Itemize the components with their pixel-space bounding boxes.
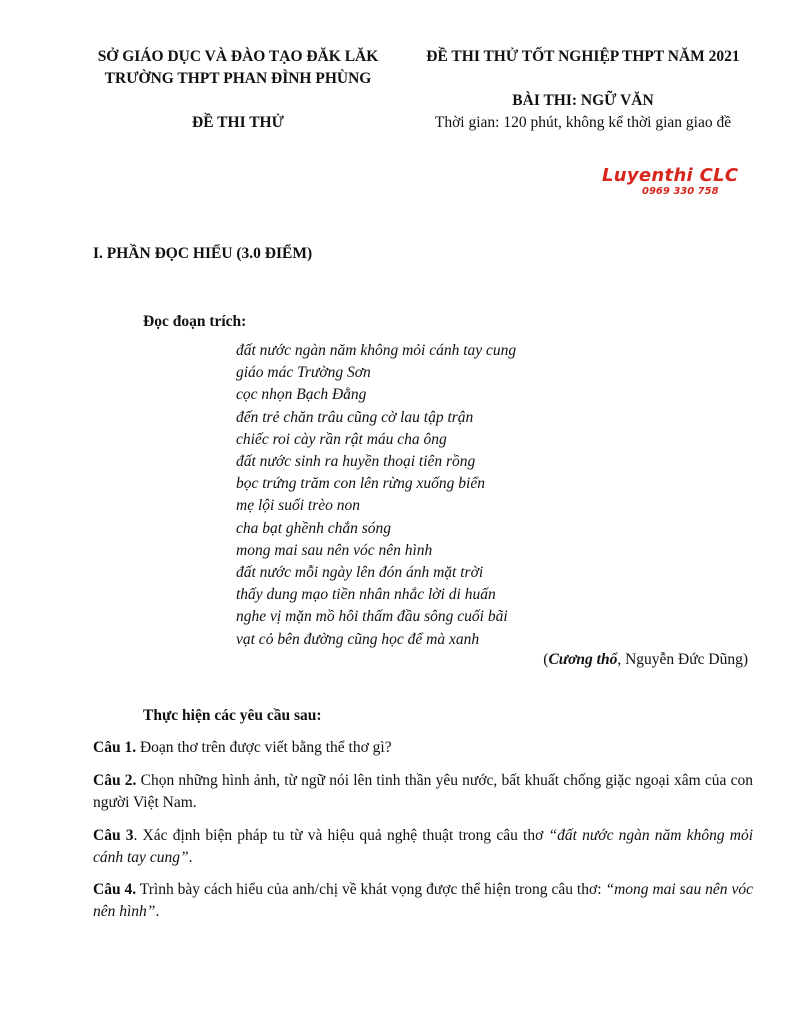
question-text: Đoạn thơ trên được viết bằng thể thơ gì? — [136, 739, 392, 756]
question-label: Câu 1. — [93, 739, 137, 756]
exam-title: ĐỀ THI THỬ TỐT NGHIỆP THPT NĂM 2021 — [426, 48, 740, 65]
poem-line: vạt cỏ bên đường cũng học để mà xanh — [236, 630, 480, 648]
source-author: , Nguyễn Đức Dũng) — [617, 651, 748, 668]
question-label: Câu 2. — [93, 772, 137, 789]
poem-line: mong mai sau nên vóc nên hình — [236, 541, 433, 559]
poem-line: đất nước sinh ra huyền thoại tiên rồng — [236, 453, 476, 471]
poem-source — [543, 651, 748, 669]
question-text: . Xác định biện pháp tu từ và hiệu quả nghệ thuật trong câu thơ — [133, 827, 549, 844]
poem-line: đất nước mỗi ngày lên đón ánh mặt trời — [236, 564, 484, 582]
poem-line: thấy dung mạo tiền nhân nhắc lời di huấn — [236, 586, 496, 604]
logo-phone: 0969 330 758 — [642, 186, 719, 197]
poem-line: chiếc roi cày rần rật máu cha ông — [236, 430, 447, 448]
poem-line: đến trẻ chăn trâu cũng cờ lau tập trận — [236, 408, 474, 426]
question-quote: “đất nước ngàn năm không mỏi cánh tay cung” — [93, 827, 753, 866]
department-name: SỞ GIÁO DỤC VÀ ĐÀO TẠO ĐĂK LĂK — [97, 48, 379, 65]
question-text: Trình bày cách hiểu của anh/chị về khát vọng được thể hiện trong câu thơ: — [136, 881, 606, 898]
poem-line: nghe vị mặn mồ hôi thấm đầu sông cuối bãi — [236, 608, 508, 626]
poem-line: cha bạt ghềnh chắn sóng — [236, 519, 391, 537]
poem-line: đất nước ngàn năm không mỏi cánh tay cung — [236, 342, 517, 359]
question-end: . — [155, 903, 160, 920]
question-1 — [93, 737, 753, 759]
poem-line: bọc trứng trăm con lên rừng xuống biển — [236, 475, 485, 493]
question-3 — [93, 825, 753, 869]
poem-line: cọc nhọn Bạch Đằng — [236, 386, 367, 404]
question-label: Câu 4. — [93, 881, 137, 898]
exam-subject: BÀI THI: NGỮ VĂN — [512, 92, 654, 109]
poem-line: giáo mác Trường Sơn — [236, 364, 371, 382]
poem-excerpt — [236, 340, 516, 651]
tasks-heading: Thực hiện các yêu cầu sau: — [143, 707, 322, 724]
poem-line: mẹ lội suối trèo non — [236, 497, 360, 515]
source-open: ( — [543, 651, 549, 668]
question-quote: “mong mai sau nên vóc nên hình” — [93, 881, 753, 920]
luyenthi-logo — [602, 166, 752, 197]
exam-type: ĐỀ THI THỬ — [192, 114, 284, 131]
source-title: Cương thổ — [548, 651, 618, 668]
question-text: Chọn những hình ảnh, từ ngữ nói lên tinh thần yêu nước, bất khuất chống giặc ngoại xâm của con người Việt Nam. — [93, 772, 753, 811]
question-2 — [93, 770, 753, 814]
question-end: . — [188, 849, 193, 866]
logo-name: Luyenthi CLC — [602, 165, 739, 186]
exam-duration: Thời gian: 120 phút, không kể thời gian giao đề — [434, 114, 732, 131]
school-name: TRƯỜNG THPT PHAN ĐÌNH PHÙNG — [104, 70, 372, 87]
question-label: Câu 3 — [93, 827, 134, 844]
section-title: I. PHẦN ĐỌC HIỂU (3.0 ĐIỂM) — [93, 245, 313, 262]
question-4 — [93, 879, 753, 923]
read-prompt: Đọc đoạn trích: — [143, 313, 247, 330]
